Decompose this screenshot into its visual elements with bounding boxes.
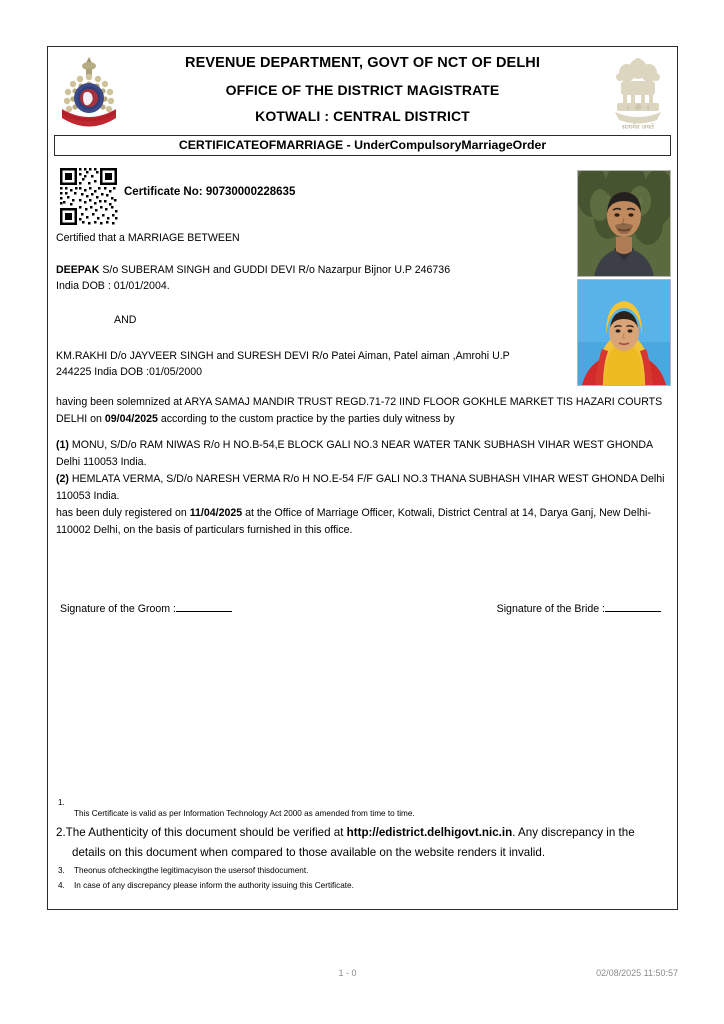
certificate-number-label: Certificate No:	[124, 186, 203, 198]
bride-photo	[577, 279, 671, 386]
note-1-number: 1.	[58, 798, 65, 807]
bride-signature-line	[605, 601, 661, 612]
page-number: 1 - 0	[338, 968, 357, 978]
verification-url[interactable]: http://edistrict.delhigovt.nic.in	[346, 826, 513, 839]
note-3-text: Theonus ofcheckingthe legitimacyison the usersof thisdocument.	[74, 866, 309, 875]
note-2-text-part1: The Authenticity of this document should be verified at	[65, 826, 347, 839]
certificate-type-banner: CERTIFICATEOFMARRIAGE - UnderCompulsoryMarriageOrder	[54, 135, 671, 156]
groom-name: DEEPAK	[56, 264, 100, 276]
india-state-emblem-icon	[607, 51, 669, 139]
note-2-line-2: details on this document when compared to those available on the website renders it invalid.	[72, 846, 546, 859]
generated-timestamp: 02/08/2025 11:50:57	[596, 968, 678, 978]
and-separator: AND	[114, 314, 137, 326]
bride-signature-field[interactable]	[497, 601, 661, 615]
notes-section	[56, 798, 669, 893]
registration-date: 11/04/2025	[189, 507, 243, 519]
note-4-text: In case of any discrepancy please inform the authority issuing this Certificate.	[74, 881, 354, 890]
note-item-1	[56, 798, 669, 821]
witness-item	[56, 437, 669, 471]
note-1-text: This Certificate is valid as per Information Technology Act 2000 as amended from time to time.	[74, 809, 415, 818]
solemnization-date: 09/04/2025	[104, 413, 158, 425]
groom-signature-field[interactable]	[60, 601, 232, 615]
bride-detail-line-1: D/o JAYVEER SINGH and SURESH DEVI R/o Patei Aiman, Patel aiman ,Amrohi U.P	[107, 350, 510, 362]
header-line-department: REVENUE DEPARTMENT, GOVT OF NCT OF DELHI	[185, 55, 540, 71]
registration-paragraph	[56, 505, 669, 539]
groom-detail-line-2: India DOB : 01/01/2004.	[56, 280, 170, 292]
groom-signature-line	[176, 601, 232, 612]
witness-list	[56, 437, 669, 505]
solemnization-paragraph	[56, 394, 669, 428]
note-4-number: 4.	[58, 881, 65, 890]
groom-detail-line-1: S/o SUBERAM SINGH and GUDDI DEVI R/o Nazarpur Bijnor U.P 246736	[99, 264, 451, 276]
page-footer	[47, 968, 678, 984]
witness-item	[56, 471, 669, 505]
certificate-frame	[47, 46, 678, 910]
groom-signature-label: Signature of the Groom :	[60, 603, 177, 615]
note-2-text-part2: . Any discrepancy in the	[512, 826, 635, 839]
groom-details	[56, 262, 576, 294]
qr-code	[58, 166, 119, 227]
bride-detail-line-2: 244225 India DOB :01/05/2000	[56, 366, 203, 378]
registration-text-before-date: has been duly registered on	[56, 507, 190, 519]
certified-statement: Certified that a MARRIAGE BETWEEN	[56, 232, 240, 244]
note-2-number: 2.	[56, 826, 66, 839]
witness-text: MONU, S/D/o RAM NIWAS R/o H NO.B-54,E BLOCK GALI NO.3 NEAR WATER TANK SUBHASH VIHAR WEST GHONDA Delhi 110053 India.	[56, 439, 653, 468]
delhi-police-emblem-icon	[56, 53, 122, 135]
header-line-office: OFFICE OF THE DISTRICT MAGISTRATE	[225, 81, 500, 98]
header-title-group	[48, 47, 677, 123]
witness-number: (2)	[56, 473, 69, 485]
witness-text: HEMLATA VERMA, S/D/o NARESH VERMA R/o H NO.E-54 F/F GALI NO.3 THANA SUBHASH VIHAR WEST GHONDA Delhi 110053 India.	[56, 473, 665, 502]
certificate-number-value: 90730000228635	[205, 186, 296, 198]
svg-text:सत्यमेव जयते: सत्यमेव जयते	[622, 123, 654, 131]
signature-row	[56, 601, 669, 623]
solemnization-text-after-date: according to the custom practice by the parties duly witness by	[157, 413, 455, 425]
certificate-header	[48, 47, 677, 135]
bride-signature-label: Signature of the Bride :	[496, 603, 605, 615]
note-item-4	[58, 878, 669, 893]
solemnization-text-before-date: having been solemnized at ARYA SAMAJ MANDIR TRUST REGD.71-72 IIND FLOOR GOKHLE MARKET TIS HAZARI COURTS DELHI on	[56, 396, 663, 425]
note-3-number: 3.	[58, 866, 65, 875]
header-line-district: KOTWALI : CENTRAL DISTRICT	[255, 107, 470, 124]
note-item-3	[58, 863, 669, 878]
certificate-body	[48, 166, 677, 623]
bride-details	[56, 348, 566, 380]
note-item-2	[56, 823, 669, 863]
qr-certificate-row	[56, 166, 669, 228]
witness-number: (1)	[56, 439, 69, 451]
registration-text-after-date: at the Office of Marriage Officer, Kotwali, District Central at 14, Darya Ganj, New Delhi-110002 Delhi, on the basis of particulars furnished in this office.	[56, 507, 651, 536]
bride-name: KM.RAKHI	[56, 350, 108, 362]
certificate-number	[124, 186, 295, 198]
